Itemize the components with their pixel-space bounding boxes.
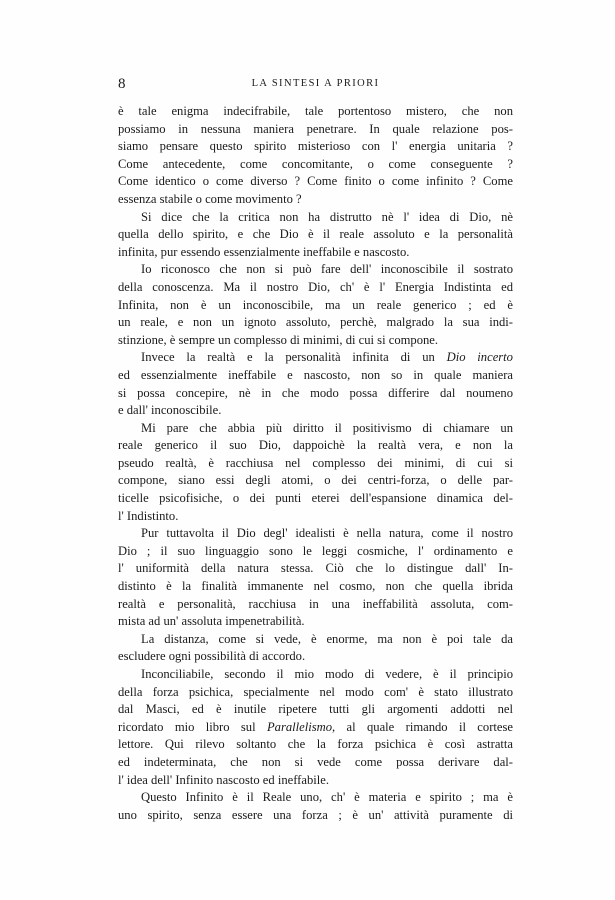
text-line xyxy=(118,420,513,438)
text-line-content: Come antecedente, come concomitante, o come conseguente ? xyxy=(118,156,513,171)
text-line-content: Dio ; il suo linguaggio sono le leggi cosmiche, l' ordinamento e xyxy=(118,543,513,558)
text-line-content: ed essenzialmente ineffabile e nascosto, non so in quale maniera xyxy=(118,367,513,382)
text-line xyxy=(118,138,513,156)
text-line-content: Invece la realtà e la personalità infinita di un xyxy=(141,350,435,365)
text-line-content: ticelle psicofisiche, o dei punti eterei dell'espansione dinamica del- xyxy=(118,491,513,506)
text-line-content: della forza psichica, specialmente nel modo com' è stato illustrato xyxy=(118,684,513,699)
text-line-content: Pur tuttavolta il Dio degl' idealisti è nella natura, come il nostro xyxy=(141,526,513,541)
text-line xyxy=(118,402,513,420)
text-line-content: della conoscenza. Ma il nostro Dio, ch' è l' Energia Indistinta ed xyxy=(118,279,513,294)
text-line xyxy=(118,244,513,262)
text-line-content: stinzione, è sempre un complesso di minimi, di cui si compone. xyxy=(118,332,439,347)
page-number: 8 xyxy=(118,76,126,92)
text-line-continuation: al quale rimando il cortese xyxy=(346,719,513,734)
text-line-content: siamo pensare questo spirito misterioso con l' energia unitaria ? xyxy=(118,139,513,154)
text-line xyxy=(118,684,513,702)
text-line-content: Si dice che la critica non ha distrutto nè l' idea di Dio, nè xyxy=(141,209,513,224)
text-line xyxy=(118,103,513,121)
text-line xyxy=(118,367,513,385)
text-line xyxy=(118,332,513,350)
text-line-content: distinto è la finalità immanente nel cosmo, non che quella ibrida xyxy=(118,579,513,594)
text-line-content: l' uniformità della natura stessa. Ciò che lo distingue dall' In- xyxy=(118,561,513,576)
text-line-content: uno spirito, senza essere una forza ; è un' attività puramente di xyxy=(118,807,513,822)
text-line xyxy=(118,648,513,666)
text-line xyxy=(118,385,513,403)
text-line-content: reale generico il suo Dio, dappoichè la realtà vera, e non la xyxy=(118,438,513,453)
text-line-content: un reale, e non un ignoto assoluto, perchè, malgrado la sua indi- xyxy=(118,315,513,330)
text-line-content: Questo Infinito è il Reale uno, ch' è materia e spirito ; ma è xyxy=(141,790,513,805)
text-line-content: infinita, pur essendo essenzialmente ineffabile e nascosto. xyxy=(118,244,410,259)
text-line-content: quella dello spirito, e che Dio è il reale assoluto e la personalità xyxy=(118,227,513,242)
italic-phrase: Dio incerto xyxy=(446,350,513,365)
text-line-content: è tale enigma indecifrabile, tale portentoso mistero, che non xyxy=(118,104,513,118)
text-line-content: ed indeterminata, che non si vede come possa derivare dal- xyxy=(118,754,513,769)
text-line-content: e dall' inconoscibile. xyxy=(118,403,222,418)
text-line-content: Mi pare che abbia più diritto il positivismo di chiamare un xyxy=(141,420,513,435)
text-line xyxy=(118,349,513,367)
text-line-content: Come identico o come diverso ? Come finito o come infinito ? Come xyxy=(118,174,513,189)
text-line-content: l' idea dell' Infinito nascosto ed ineffabile. xyxy=(118,772,329,787)
body-text xyxy=(118,103,513,824)
text-line xyxy=(118,209,513,227)
text-line-content: possiamo in nessuna maniera penetrare. In quale relazione pos- xyxy=(118,121,513,136)
text-line-content: Io riconosco che non si può fare dell' inconoscibile il sostrato xyxy=(141,262,513,277)
text-line-content: Infinita, non è un inconoscibile, ma un reale generico ; ed è xyxy=(118,297,513,312)
text-line xyxy=(118,490,513,508)
text-line xyxy=(118,596,513,614)
text-line xyxy=(118,508,513,526)
text-line xyxy=(118,666,513,684)
text-line xyxy=(118,772,513,790)
italic-phrase: Parallelismo, xyxy=(266,719,336,734)
text-line xyxy=(118,173,513,191)
text-line xyxy=(118,455,513,473)
text-line xyxy=(118,437,513,455)
text-line-content: Inconciliabile, secondo il mio modo di vedere, è il principio xyxy=(141,667,513,681)
text-line xyxy=(118,191,513,209)
text-line xyxy=(118,613,513,631)
text-line-content: pseudo realtà, è racchiusa nel complesso dei minimi, di cui si xyxy=(118,455,513,470)
text-line xyxy=(118,226,513,244)
text-line-content: escludere ogni possibilità di accordo. xyxy=(118,649,306,664)
text-line-content: ricordato mio libro sul xyxy=(118,719,256,734)
text-line xyxy=(118,754,513,772)
text-line-content: realtà e personalità, racchiusa in una ineffabilità assoluta, com- xyxy=(118,596,513,611)
text-line xyxy=(118,736,513,754)
text-line xyxy=(118,560,513,578)
text-line-content: compone, siano essi degli atomi, o dei centri-forza, o delle par- xyxy=(118,473,513,488)
text-line-content: dal Masci, ed è inutile ripetere tutti gli argomenti addotti nel xyxy=(118,702,513,717)
text-line xyxy=(118,578,513,596)
text-line xyxy=(118,719,513,737)
text-line-content: mista ad un' assoluta impenetrabilità. xyxy=(118,614,305,629)
text-line xyxy=(118,121,513,139)
text-line xyxy=(118,314,513,332)
text-line xyxy=(118,525,513,543)
text-line xyxy=(118,789,513,807)
text-line xyxy=(118,156,513,174)
text-line xyxy=(118,279,513,297)
text-line-content: si possa concepire, nè in che modo possa differire dal noumeno xyxy=(118,385,513,400)
text-line xyxy=(118,807,513,825)
running-title: LA SINTESI A PRIORI xyxy=(251,78,380,89)
page-header xyxy=(118,76,513,96)
text-line xyxy=(118,261,513,279)
text-line xyxy=(118,543,513,561)
text-line-content: l' Indistinto. xyxy=(118,508,179,523)
text-line-content: La distanza, come si vede, è enorme, ma non è poi tale da xyxy=(141,631,513,646)
text-line xyxy=(118,701,513,719)
text-line-content: essenza stabile o come movimento ? xyxy=(118,191,302,206)
text-line-content: lettore. Qui rilevo soltanto che la forza psichica è così astratta xyxy=(118,737,513,752)
text-line xyxy=(118,631,513,649)
text-line xyxy=(118,472,513,490)
text-line xyxy=(118,297,513,315)
